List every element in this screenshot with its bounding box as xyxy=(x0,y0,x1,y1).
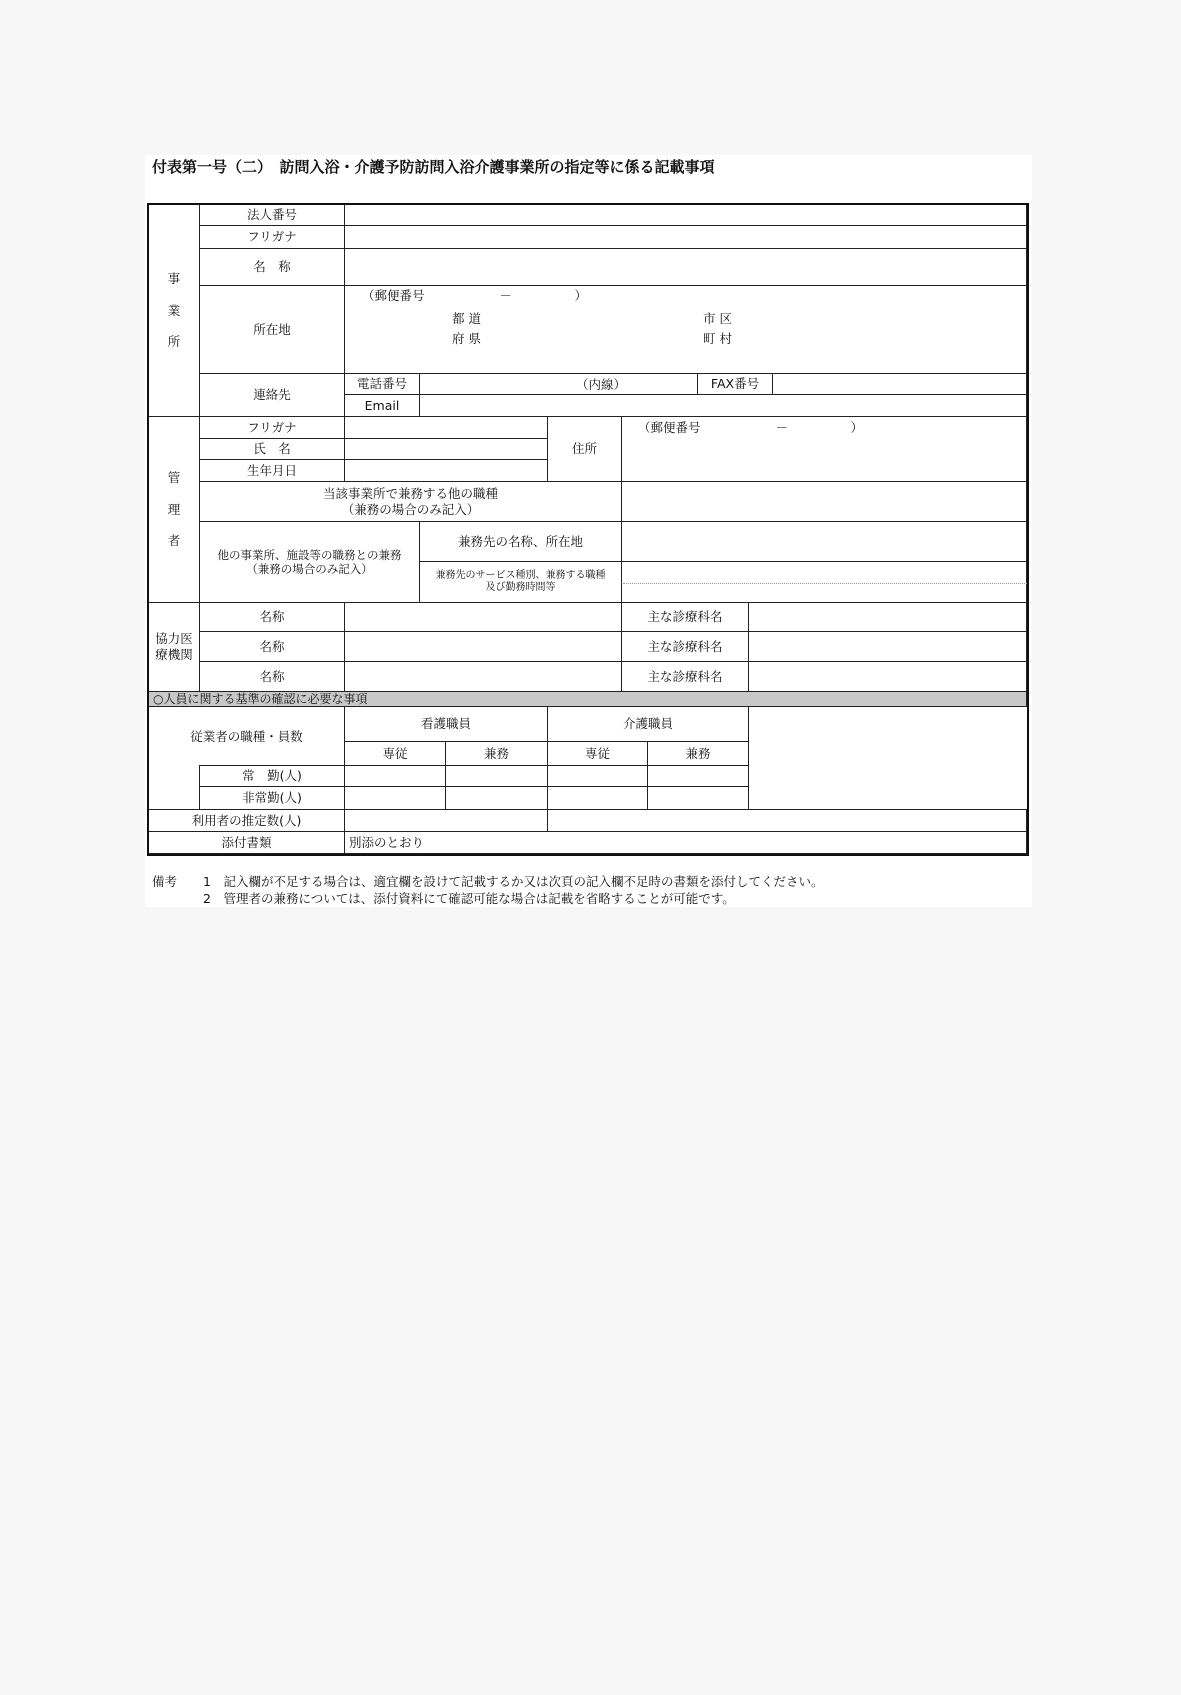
email-label: Email xyxy=(344,394,420,417)
care-worker-header: 介護職員 xyxy=(547,706,749,742)
other-service-field[interactable] xyxy=(621,561,1027,603)
manager-postal-code: （郵便番号 － ） xyxy=(638,420,864,435)
office-furigana-field[interactable] xyxy=(344,225,1027,249)
nurse-full-header: 専従 xyxy=(344,741,446,766)
manager-name-field[interactable] xyxy=(344,438,548,460)
office-name-label: 名 称 xyxy=(199,248,345,286)
staff-section-header: ○人員に関する基準の確認に必要な事項 xyxy=(148,691,1027,707)
job-count-label: 従業者の職種・員数 xyxy=(148,706,345,766)
staff-count-cell[interactable] xyxy=(344,765,446,787)
staff-count-cell[interactable] xyxy=(344,786,446,810)
care-full-header: 専従 xyxy=(547,741,648,766)
staff-count-cell[interactable] xyxy=(445,765,548,787)
office-postal-code: （郵便番号 － ） xyxy=(362,288,588,303)
hospital-name-field[interactable] xyxy=(344,661,622,692)
hospital-dept-label: 主な診療科名 xyxy=(621,602,749,632)
other-service-label: 兼務先のサービス種別、兼務する職種 及び勤務時間等 xyxy=(419,561,622,603)
corp-number-field[interactable] xyxy=(344,204,1027,226)
other-job-field[interactable] xyxy=(621,481,1027,522)
hospital-dept-label: 主な診療科名 xyxy=(621,661,749,692)
hospital-section-label: 協力医 療機関 xyxy=(148,602,200,692)
users-field[interactable] xyxy=(344,809,548,832)
fulltime-label: 常 勤(人) xyxy=(199,765,345,787)
manager-address-label: 住所 xyxy=(547,416,622,482)
hospital-name-label: 名称 xyxy=(199,602,345,632)
hospital-dept-field[interactable] xyxy=(748,631,1027,662)
hospital-dept-field[interactable] xyxy=(748,602,1027,632)
staff-count-cell[interactable] xyxy=(547,765,648,787)
office-furigana-label: フリガナ xyxy=(199,225,345,249)
manager-birth-field[interactable] xyxy=(344,459,548,482)
manager-furigana-label: フリガナ xyxy=(199,416,345,439)
cho-son-label: 町 村 xyxy=(703,331,732,346)
users-label: 利用者の推定数(人) xyxy=(148,809,345,832)
attachments-label: 添付書類 xyxy=(148,831,345,854)
note-item: 1 記入欄が不足する場合は、適宜欄を設けて記載するか又は次頁の記入欄不足時の書類を添付してください。 xyxy=(203,874,824,889)
hospital-name-field[interactable] xyxy=(344,602,622,632)
contact-label: 連絡先 xyxy=(199,373,345,417)
notes-label: 備考 xyxy=(152,874,178,889)
to-do-label: 都 道 xyxy=(452,311,481,326)
note-item: 2 管理者の兼務については、添付資料にて確認可能な場合は記載を省略することが可能です。 xyxy=(203,891,735,906)
fax-field[interactable] xyxy=(772,373,1027,395)
corp-number-label: 法人番号 xyxy=(199,204,345,226)
manager-birth-label: 生年月日 xyxy=(199,459,345,482)
hospital-name-label: 名称 xyxy=(199,631,345,662)
fu-ken-label: 府 県 xyxy=(452,331,481,346)
other-job-label: 当該事業所で兼務する他の職種 （兼務の場合のみ記入） xyxy=(199,481,622,522)
hospital-name-field[interactable] xyxy=(344,631,622,662)
care-concurrent-header: 兼務 xyxy=(647,741,749,766)
attachments-value: 別添のとおり xyxy=(344,831,1027,854)
nurse-header: 看護職員 xyxy=(344,706,548,742)
manager-furigana-field[interactable] xyxy=(344,416,548,439)
other-office-label: 他の事業所、施設等の職務との兼務 （兼務の場合のみ記入） xyxy=(199,521,420,603)
nurse-concurrent-header: 兼務 xyxy=(445,741,548,766)
office-name-field[interactable] xyxy=(344,248,1027,286)
phone-label: 電話番号 xyxy=(344,373,420,395)
manager-section-label: 管 理 者 xyxy=(148,416,200,603)
form-title: 付表第一号（二） 訪問入浴・介護予防訪問入浴介護事業所の指定等に係る記載事項 xyxy=(152,158,715,176)
fax-label: FAX番号 xyxy=(697,373,773,395)
hospital-dept-label: 主な診療科名 xyxy=(621,631,749,662)
dotted-divider xyxy=(623,583,1027,584)
other-office-name-field[interactable] xyxy=(621,521,1027,562)
staff-count-cell[interactable] xyxy=(647,765,749,787)
office-address-label: 所在地 xyxy=(199,285,345,374)
staff-count-cell[interactable] xyxy=(547,786,648,810)
staff-count-cell[interactable] xyxy=(647,786,749,810)
email-field[interactable] xyxy=(419,394,1027,417)
staff-count-cell[interactable] xyxy=(445,786,548,810)
other-office-name-label: 兼務先の名称、所在地 xyxy=(419,521,622,562)
hospital-name-label: 名称 xyxy=(199,661,345,692)
job-count-spacer xyxy=(148,765,200,810)
shi-ku-label: 市 区 xyxy=(703,311,732,326)
manager-name-label: 氏 名 xyxy=(199,438,345,460)
extension-label: （内線） xyxy=(576,377,627,392)
parttime-label: 非常勤(人) xyxy=(199,786,345,810)
hospital-dept-field[interactable] xyxy=(748,661,1027,692)
office-section-label: 事 業 所 xyxy=(148,204,200,417)
phone-field[interactable] xyxy=(419,373,698,395)
users-blank xyxy=(547,809,1027,832)
